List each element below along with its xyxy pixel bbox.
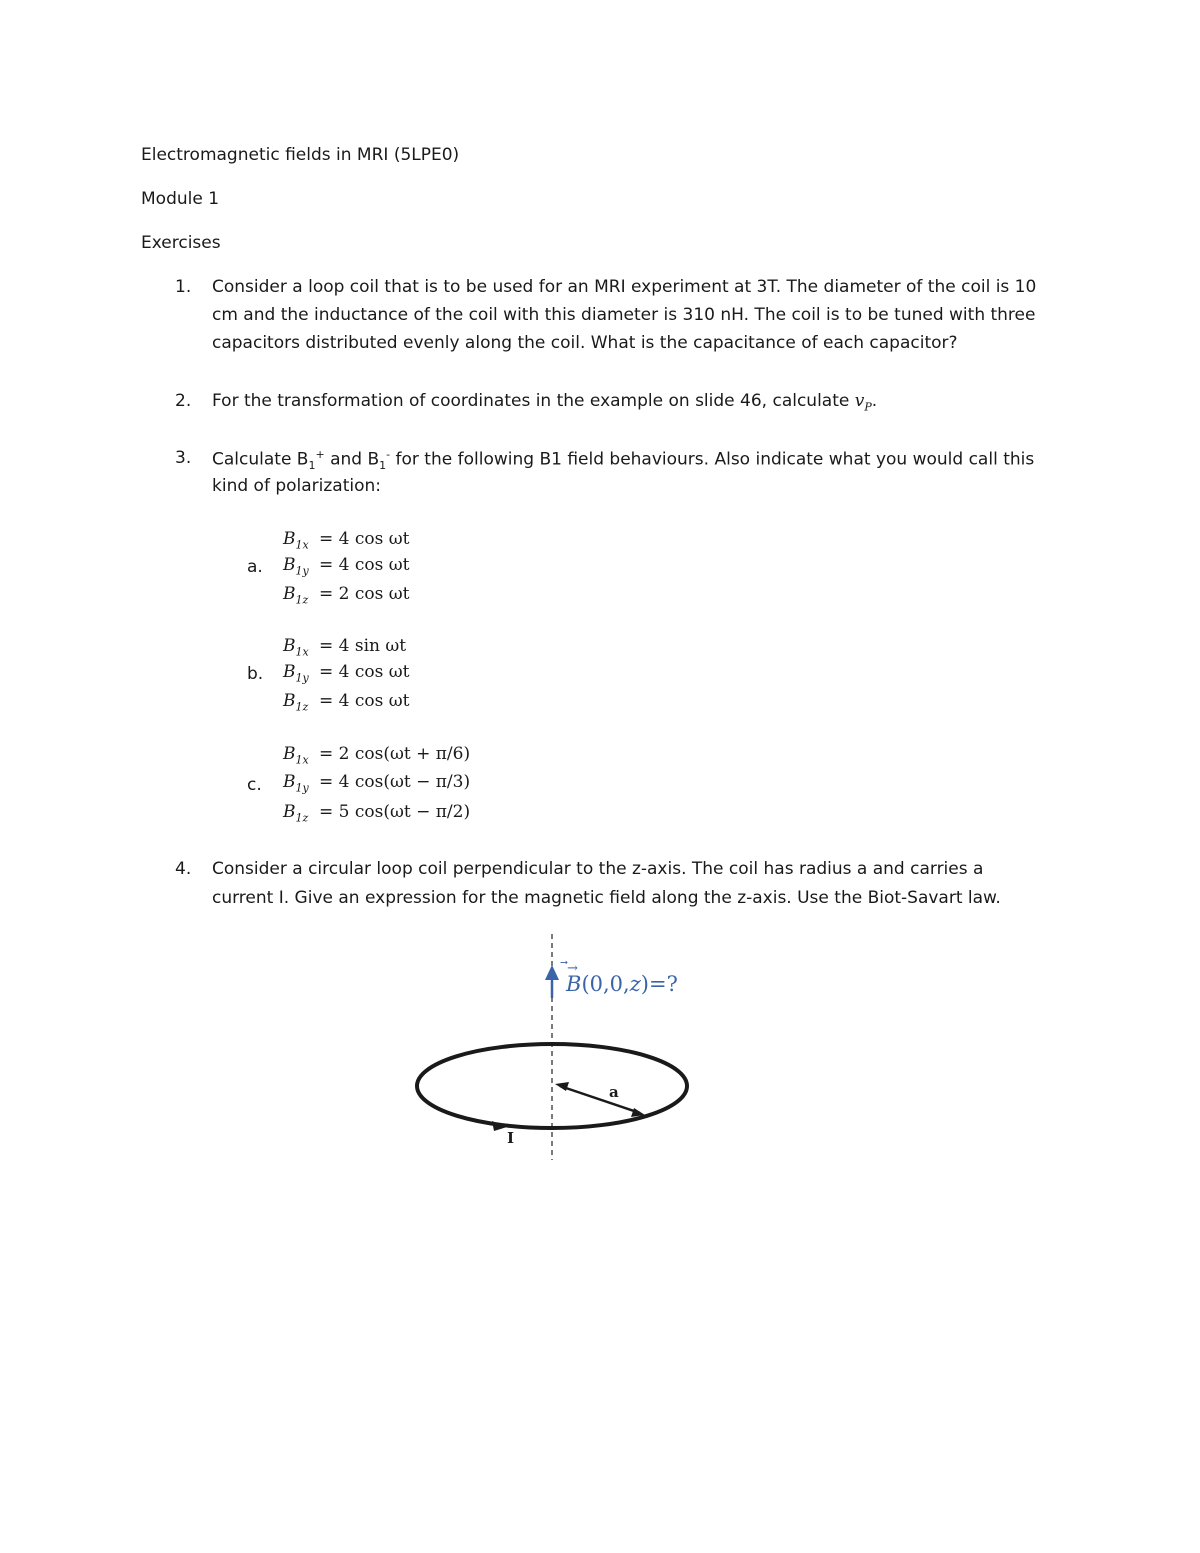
- equation: $B_{1z} = 4$ cos ωt: [283, 691, 410, 714]
- equation: $B_{1y} = 4$ cos(ωt − π/3): [283, 772, 471, 795]
- field-z: z: [629, 972, 641, 996]
- module-heading: Module 1: [141, 189, 220, 209]
- subpart-letter: a.: [247, 557, 263, 577]
- question-text: and B: [324, 449, 380, 470]
- question-number: 3.: [175, 448, 192, 468]
- subscript: 1: [379, 459, 387, 473]
- field-label: → B(0,0,z)=?: [566, 961, 678, 996]
- equation: $B_{1y} = 4$ cos ωt: [283, 555, 410, 578]
- exercises-heading: Exercises: [141, 233, 221, 253]
- radius-arrow-head-left: [555, 1082, 569, 1091]
- radius-line: [560, 1086, 640, 1113]
- superscript: -: [386, 448, 391, 461]
- subscript: 1: [308, 459, 316, 473]
- field-vector-symbol: B: [566, 972, 582, 996]
- radius-label: a: [609, 1083, 619, 1101]
- variable-v: v: [854, 391, 865, 411]
- field-arrow-head: [545, 965, 559, 980]
- equation: $B_{1z} = 5$ cos(ωt − π/2): [283, 802, 471, 825]
- equation: $B_{1x} = 4$ cos ωt: [283, 529, 410, 552]
- current-label: I: [507, 1129, 515, 1147]
- question-text: For the transformation of coordinates in the example on slide 46, calculate: [212, 391, 850, 411]
- question-line: capacitors distributed evenly along the coil. What is the capacitance of each capacitor?: [212, 333, 958, 353]
- equation: $B_{1z} = 2$ cos ωt: [283, 584, 410, 607]
- equation: $B_{1x} = 4$ sin ωt: [283, 636, 407, 659]
- equation: $B_{1x} = 2$ cos(ωt + π/6): [283, 744, 471, 767]
- question-text: for the following B1 field behaviours. Also indicate what you would call this: [390, 449, 1035, 470]
- question-line: Consider a circular loop coil perpendicular to the z-axis. The coil has radius a and carries a: [212, 859, 984, 879]
- question-line: current I. Give an expression for the magnetic field along the z-axis. Use the Biot-Savart law.: [212, 888, 1001, 908]
- question-line: cm and the inductance of the coil with this diameter is 310 nH. The coil is to be tuned with three: [212, 305, 1036, 325]
- question-number: 4.: [175, 859, 192, 879]
- field-args: (0,0,: [581, 972, 630, 996]
- subpart-letter: b.: [247, 664, 264, 684]
- superscript: +: [315, 448, 325, 461]
- field-end: )=?: [640, 972, 678, 996]
- question-number: 2.: [175, 391, 192, 411]
- question-end: .: [871, 391, 878, 411]
- question-line: Consider a loop coil that is to be used for an MRI experiment at 3T. The diameter of the coil is 10: [212, 277, 1037, 297]
- variable-subscript: P: [864, 400, 872, 414]
- document-title: Electromagnetic fields in MRI (5LPE0): [141, 145, 460, 165]
- question-text: Calculate B: [212, 449, 309, 470]
- subpart-letter: c.: [247, 775, 262, 795]
- question-line: kind of polarization:: [212, 476, 382, 496]
- question-number: 1.: [175, 277, 192, 297]
- equation: $B_{1y} = 4$ cos ωt: [283, 662, 410, 685]
